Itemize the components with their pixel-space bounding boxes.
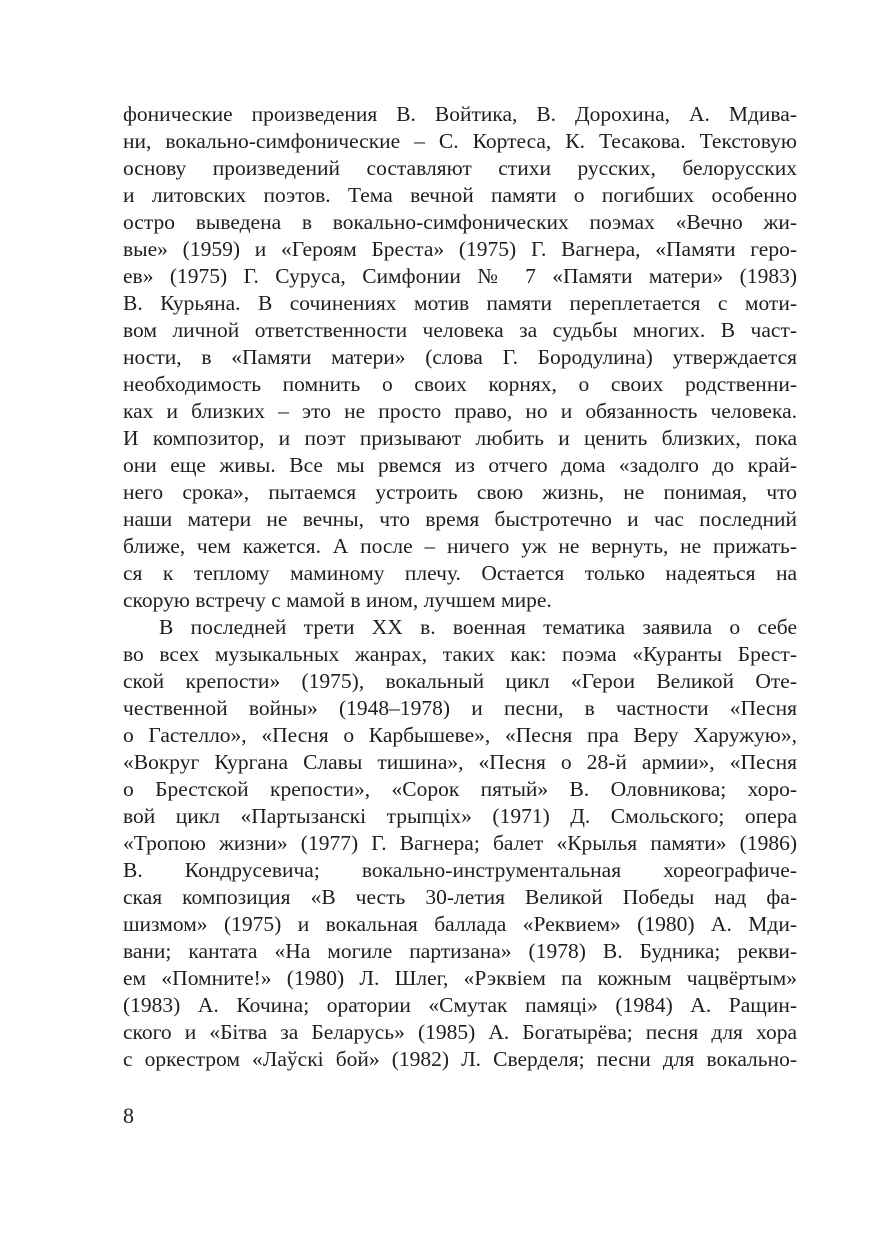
text-line: скорую встречу с мамой в ином, лучшем мире. <box>123 588 552 612</box>
text-line: и литовских поэтов. Тема вечной памяти о погибших особенно <box>123 183 797 207</box>
page-body-text <box>123 101 797 1073</box>
text-line: во всех музыкальных жанрах, таких как: поэма «Куранты Брест- <box>123 642 797 666</box>
text-line: ности, в «Памяти матери» (слова Г. Бородулина) утверждается <box>123 345 797 369</box>
text-line: остро выведена в вокально-симфонических поэмах «Вечно жи- <box>123 210 797 234</box>
text-line: вом личной ответственности человека за судьбы многих. В част- <box>123 318 797 342</box>
page-number: 8 <box>123 1103 134 1128</box>
text-line: В. Курьяна. В сочинениях мотив памяти переплетается с моти- <box>123 291 797 315</box>
text-line: ближе, чем кажется. А после – ничего уж не вернуть, не прижать- <box>123 534 797 558</box>
text-line: «Тропою жизни» (1977) Г. Вагнера; балет «Крылья памяти» (1986) <box>123 831 797 855</box>
text-line: вой цикл «Партызанскі трыпціх» (1971) Д. Смольского; опера <box>123 804 797 828</box>
text-line: ся к теплому маминому плечу. Остается только надеяться на <box>123 561 797 585</box>
text-line: ского и «Бітва за Беларусь» (1985) А. Богатырёва; песня для хора <box>123 1020 797 1044</box>
text-line: необходимость помнить о своих корнях, о своих родственни- <box>123 372 797 396</box>
text-line: ни, вокально-симфонические – С. Кортеса, К. Тесакова. Текстовую <box>123 129 797 153</box>
text-line: него срока», пытаемся устроить свою жизнь, не понимая, что <box>123 480 797 504</box>
text-line: о Гастелло», «Песня о Карбышеве», «Песня пра Веру Харужую», <box>123 723 797 747</box>
text-line: фонические произведения В. Войтика, В. Дорохина, А. Мдива- <box>123 102 797 126</box>
text-line: основу произведений составляют стихи русских, белорусских <box>123 156 797 180</box>
text-line: ках и близких – это не просто право, но и обязанность человека. <box>123 399 797 423</box>
text-line: В последней трети XX в. военная тематика заявила о себе <box>159 615 797 639</box>
text-line: ем «Помните!» (1980) Л. Шлег, «Рэквіем па кожным чацвёртым» <box>123 966 797 990</box>
paragraph <box>123 101 797 614</box>
text-line: с оркестром «Лаўскі бой» (1982) Л. Сверделя; песни для вокально- <box>123 1047 797 1071</box>
text-line: (1983) А. Кочина; оратории «Смутак памяці» (1984) А. Ращин- <box>123 993 797 1017</box>
text-line: ской крепости» (1975), вокальный цикл «Герои Великой Оте- <box>123 669 797 693</box>
text-line: о Брестской крепости», «Сорок пятый» В. Оловникова; хоро- <box>123 777 797 801</box>
text-line: вани; кантата «На могиле партизана» (1978) В. Будника; рекви- <box>123 939 797 963</box>
text-line: чественной войны» (1948–1978) и песни, в частности «Песня <box>123 696 797 720</box>
text-line: ская композиция «В честь 30-летия Великой Победы над фа- <box>123 885 797 909</box>
text-line: ев» (1975) Г. Суруса, Симфонии № 7 «Памяти матери» (1983) <box>123 264 797 288</box>
text-line: В. Кондрусевича; вокально-инструментальная хореографиче- <box>123 858 797 882</box>
text-line: «Вокруг Кургана Славы тишина», «Песня о 28-й армии», «Песня <box>123 750 797 774</box>
text-line: они еще живы. Все мы рвемся из отчего дома «задолго до край- <box>123 453 797 477</box>
text-line: шизмом» (1975) и вокальная баллада «Реквием» (1980) А. Мди- <box>123 912 797 936</box>
paragraph <box>123 614 797 1073</box>
text-line: наши матери не вечны, что время быстротечно и час последний <box>123 507 797 531</box>
text-line: И композитор, и поэт призывают любить и ценить близких, пока <box>123 426 797 450</box>
text-line: вые» (1959) и «Героям Бреста» (1975) Г. Вагнера, «Памяти геро- <box>123 237 797 261</box>
